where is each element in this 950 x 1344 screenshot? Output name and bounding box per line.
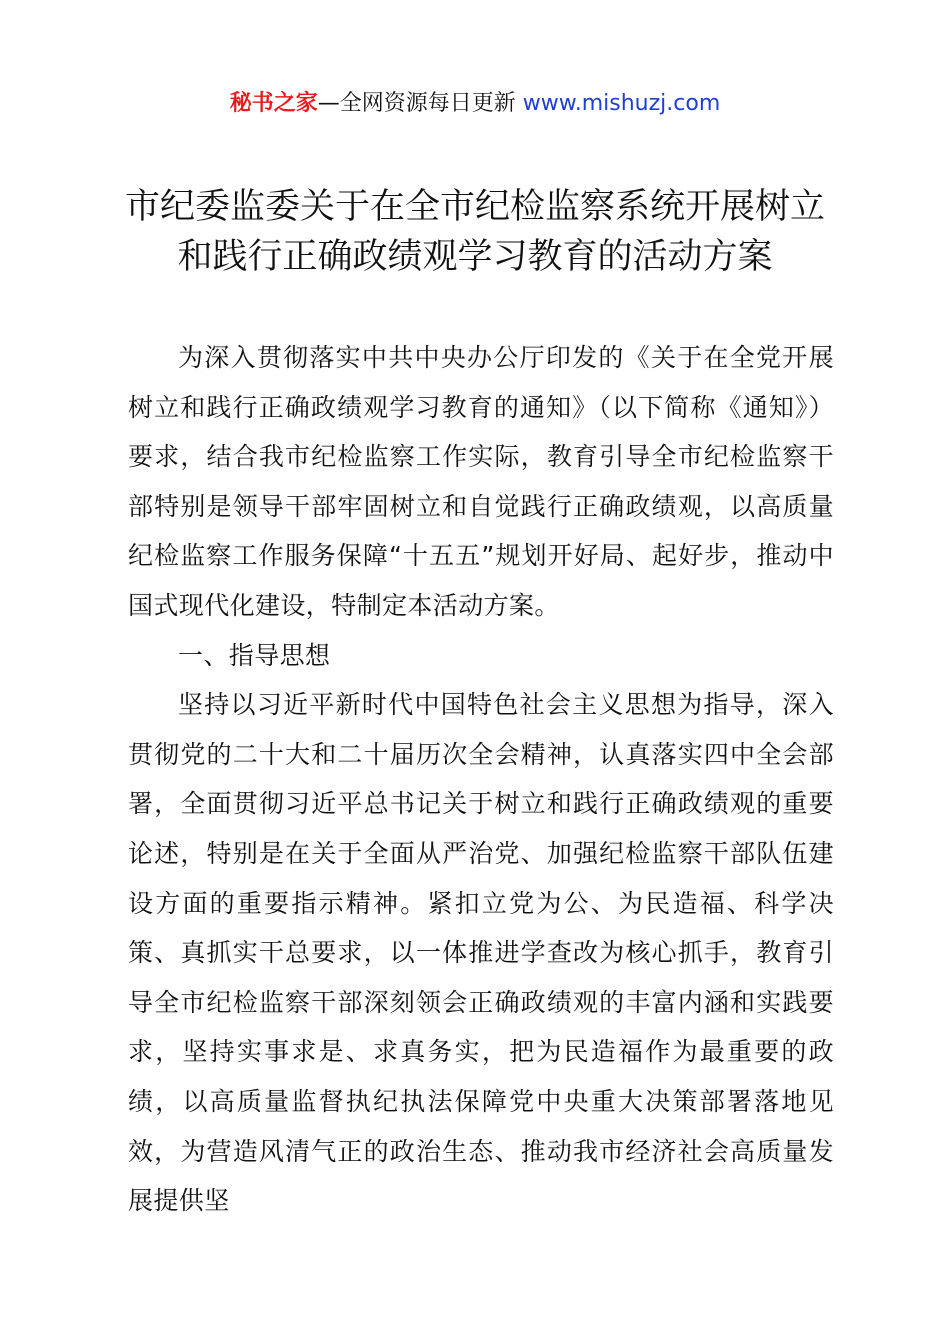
site-url-link[interactable]: www.mishuzj.com <box>522 91 721 116</box>
guiding-ideology-paragraph: 坚持以习近平新时代中国特色社会主义思想为指导，深入贯彻党的二十大和二十届历次全会精神，认真落实四中全会部署，全面贯彻习近平总书记关于树立和践行正确政绩观的重要论述，特别是在关于全面从严治党、加强纪检监察干部队伍建设方面的重要指示精神。紧扣立党为公、为民造福、科学决策、真抓实干总要求，以一体推进学查改为核心抓手，教育引导全市纪检监察干部深刻领会正确政绩观的丰富内涵和实践要求，坚持实事求是、求真务实，把为民造福作为最重要的政绩，以高质量监督执纪执法保障党中央重大决策部署落地见效，为营造风清气正的政治生态、推动我市经济社会高质量发展提供坚 <box>128 690 834 1216</box>
header-tagline: —全网资源每日更新 <box>317 91 523 116</box>
document-title <box>100 182 850 282</box>
title-line-1: 市纪委监委关于在全市纪检监察系统开展树立 <box>124 187 825 227</box>
brand-name: 秘书之家 <box>229 91 318 116</box>
title-line-2: 和践行正确政绩观学习教育的活动方案 <box>177 237 773 277</box>
intro-paragraph: 为深入贯彻落实中共中央办公厅印发的《关于在全党开展树立和践行正确政绩观学习教育的通知》（以下简称《通知》）要求，结合我市纪检监察工作实际，教育引导全市纪检监察干部特别是领导干部牢固树立和自觉践行正确政绩观，以高质量纪检监察工作服务保障“十五五”规划开好局、起好步，推动中国式现代化建设，特制定本活动方案。 <box>128 343 834 620</box>
site-header <box>0 86 950 122</box>
section-heading-guiding-ideology: 一、指导思想 <box>178 640 331 670</box>
document-body <box>128 333 834 1226</box>
